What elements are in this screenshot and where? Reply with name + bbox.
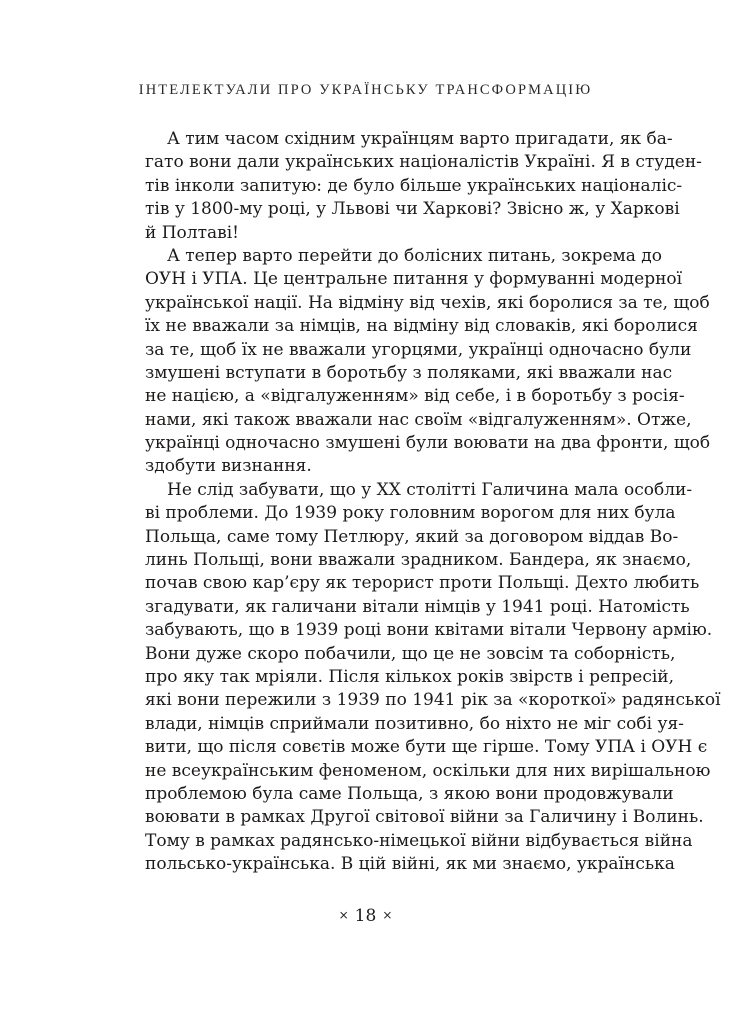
- text-line: Не слід забувати, що у ХХ столітті Галичина мала особли-: [167, 479, 693, 500]
- text-line: не нацією, а «відгалуженням» від себе, і в боротьбу з росія-: [145, 386, 685, 407]
- text-line: тів інколи запитую: де було більше українських націоналіс-: [145, 175, 683, 196]
- text-line: за те, щоб їх не вважали угорцями, українці одночасно були: [145, 339, 692, 360]
- page-number: 18: [354, 906, 377, 926]
- text-line: нами, які також вважали нас своїм «відгалуженням». Отже,: [145, 409, 692, 430]
- text-line: А тепер варто перейти до болісних питань, зокрема до: [167, 245, 662, 266]
- text-line: українці одночасно змушені були воювати на два фронти, щоб: [145, 433, 711, 454]
- text-line: які вони пережили з 1939 по 1941 рік за «короткої» радянської: [145, 690, 721, 711]
- text-line: ОУН і УПА. Це центральне питання у формуванні модерної: [145, 269, 683, 290]
- text-line: воювати в рамках Другої світової війни за Галичину і Волинь.: [145, 807, 704, 828]
- text-line: вити, що після совєтів може бути ще гірше. Тому УПА і ОУН є: [145, 737, 708, 758]
- text-line: змушені вступати в боротьбу з поляками, які вважали нас: [145, 362, 673, 383]
- text-line: не всеукраїнським феноменом, оскільки для них вирішальною: [145, 760, 711, 781]
- text-line: Польща, саме тому Петлюру, який за договором віддав Во-: [145, 526, 679, 547]
- paragraph: [145, 128, 702, 245]
- text-line: забувають, що в 1939 році вони квітами вітали Червону армію.: [145, 620, 713, 641]
- text-line: Вони дуже скоро побачили, що це не зовсім та соборність,: [145, 643, 676, 664]
- text-line: Тому в рамках радянсько-німецької війни відбувається війна: [145, 830, 693, 851]
- text-line: тів у 1800-му році, у Львові чи Харкові? Звісно ж, у Харкові: [145, 199, 680, 220]
- text-line: згадувати, як галичани вітали німців у 1941 році. Натомість: [145, 596, 690, 617]
- text-line: української нації. На відміну від чехів, які боролися за те, щоб: [145, 292, 710, 313]
- text-line: про яку так мріяли. Після кількох років звірств і репресій,: [145, 666, 675, 687]
- text-line: гато вони дали українських націоналістів Україні. Я в студен-: [145, 152, 702, 173]
- running-head: ІНТЕЛЕКТУАЛИ ПРО УКРАЇНСЬКУ ТРАНСФОРМАЦІЮ: [138, 82, 593, 98]
- paragraph: [145, 479, 721, 877]
- ornament-left: ×: [338, 908, 349, 922]
- text-line: проблемою була саме Польща, з якою вони продовжували: [145, 783, 674, 804]
- text-line: влади, німців сприймали позитивно, бо ніхто не міг собі уя-: [145, 713, 684, 734]
- page-number-footer: [0, 906, 731, 926]
- paragraph: [145, 245, 711, 479]
- text-line: польсько-українська. В цій війні, як ми знаємо, українська: [145, 854, 675, 875]
- text-line: почав свою кар’єру як терорист проти Польщі. Дехто любить: [145, 573, 700, 594]
- text-line: здобути визнання.: [145, 456, 312, 477]
- text-line: ві проблеми. До 1939 року головним ворогом для них була: [145, 503, 676, 524]
- text-line: й Полтаві!: [145, 222, 239, 243]
- text-line: А тим часом східним українцям варто пригадати, як ба-: [167, 129, 673, 149]
- text-line: їх не вважали за німців, на відміну від словаків, які боролися: [145, 316, 698, 337]
- ornament-right: ×: [382, 908, 393, 922]
- text-line: линь Польщі, вони вважали зрадником. Бандера, як знаємо,: [145, 550, 692, 571]
- body-text: [145, 128, 721, 877]
